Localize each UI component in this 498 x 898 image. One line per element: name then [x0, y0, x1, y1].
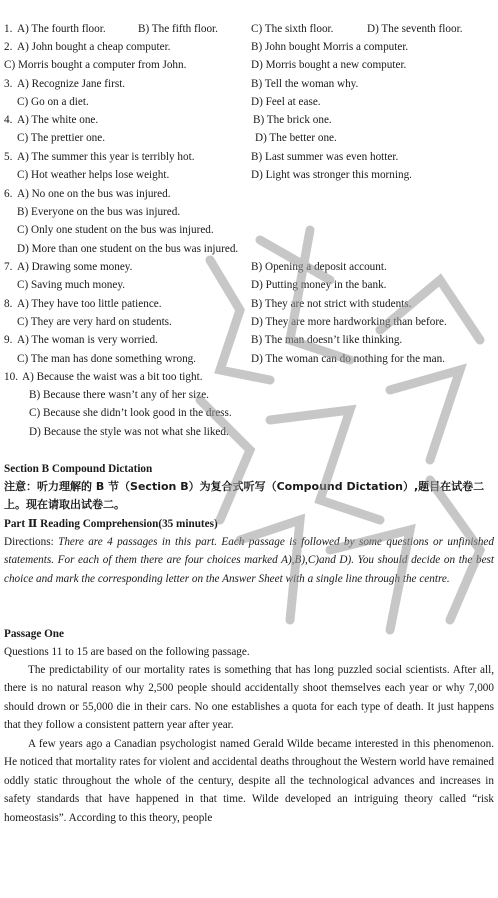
question-number: 3.	[4, 78, 13, 90]
choice-a: A) Because the waist was a bit too tight.	[22, 371, 203, 383]
choice-a: A) The fourth floor.	[17, 23, 106, 35]
passage-title: Passage One	[4, 628, 64, 640]
section-b-heading: Section B Compound Dictation	[4, 463, 153, 475]
choice-a: A) John bought a cheap computer.	[17, 41, 171, 53]
choice-c: C) They are very hard on students.	[17, 316, 172, 328]
choice-d: D) Because the style was not what she liked.	[29, 426, 229, 438]
choice-b: B) Tell the woman why.	[251, 78, 359, 90]
choice-d: D) Putting money in the bank.	[251, 279, 387, 291]
choice-b: B) Everyone on the bus was injured.	[17, 206, 181, 218]
directions-label: Directions:	[4, 536, 59, 548]
question-number: 6.	[4, 188, 13, 200]
question-number: 10.	[4, 371, 18, 383]
choice-b: B) Because there wasn’t any of her size.	[29, 389, 209, 401]
passage-paragraph-1: The predictability of our mortality rates is something that has long puzzled social scientists. After all, there is no natural reason why 2,500 people should accidentally shoot themselves each year or why 7,000 should drown or 55,000 die in their cars. No one establishes a quota for each type of death. It just happens that they follow a consistent pattern year after year.	[4, 664, 494, 732]
choice-c: C) Saving much money.	[17, 279, 126, 291]
question-number: 8.	[4, 298, 13, 310]
choice-b: B) The man doesn’t like thinking.	[251, 334, 403, 346]
question-number: 4.	[4, 114, 13, 126]
choice-a: A) They have too little patience.	[17, 298, 162, 310]
choice-d: D) Feel at ease.	[251, 96, 321, 108]
choice-a: A) The summer this year is terribly hot.	[17, 151, 195, 163]
choice-c: C) The prettier one.	[17, 132, 106, 144]
choice-c: C) Go on a diet.	[17, 96, 89, 108]
section-b-notice: 注意：听力理解的 B 节（Section B）为复合式听写（Compound Dictation）,题目在试卷二上。现在请取出试卷二。	[4, 480, 485, 511]
directions-text: There are 4 passages in this part. Each passage is followed by some questions or unfinished statements. For each of them there are four choices marked A),B),C)and D). You should decide on the best choice and mark the corresponding letter on the Answer Sheet with a single line through the centre.	[4, 536, 494, 585]
choice-b: B) The fifth floor.	[138, 23, 218, 35]
choice-b: B) Last summer was even hotter.	[251, 151, 399, 163]
choice-b: B) They are not strict with students.	[251, 298, 412, 310]
choice-c: C) The sixth floor.	[251, 23, 334, 35]
choice-c: C) Only one student on the bus was injured.	[17, 224, 214, 236]
choice-a: A) The woman is very worried.	[17, 334, 158, 346]
passage-paragraph-2: A few years ago a Canadian psychologist named Gerald Wilde became interested in this phenomenon. He noticed that mortality rates for violent and accidental deaths throughout the Western world have remained oddly static throughout the whole of the century, despite all the technological advances and increases in safety standards that have happened in that time. Wilde developed an intriguing theory called “risk homeostasis”. According to this theory, people	[4, 738, 494, 824]
choice-a: A) No one on the bus was injured.	[17, 188, 171, 200]
choice-d: D) Morris bought a new computer.	[251, 59, 407, 71]
choice-b: B) John bought Morris a computer.	[251, 41, 409, 53]
choice-d: D) Light was stronger this morning.	[251, 169, 412, 181]
choice-d: D) The better one.	[255, 132, 337, 144]
choice-d: D) They are more hardworking than before.	[251, 316, 447, 328]
choice-c: C) Because she didn’t look good in the dress.	[29, 407, 232, 419]
choice-a: A) Recognize Jane first.	[17, 78, 126, 90]
choice-d: D) The woman can do nothing for the man.	[251, 353, 445, 365]
question-number: 2.	[4, 41, 13, 53]
passage-intro: Questions 11 to 15 are based on the following passage.	[4, 646, 250, 658]
choice-c: C) Hot weather helps lose weight.	[17, 169, 170, 181]
choice-b: B) The brick one.	[253, 114, 332, 126]
directions-block	[4, 533, 494, 588]
choice-d: D) More than one student on the bus was injured.	[17, 243, 239, 255]
part-2-heading: Part Ⅱ Reading Comprehension(35 minutes)	[4, 518, 218, 530]
choice-d: D) The seventh floor.	[367, 23, 463, 35]
choice-a: A) The white one.	[17, 114, 99, 126]
question-number: 1.	[4, 23, 13, 35]
question-number: 7.	[4, 261, 13, 273]
choice-c: C) The man has done something wrong.	[17, 353, 197, 365]
question-number: 9.	[4, 334, 13, 346]
choice-a: A) Drawing some money.	[17, 261, 133, 273]
choice-b: B) Opening a deposit account.	[251, 261, 387, 273]
question-number: 5.	[4, 151, 13, 163]
choice-c: C) Morris bought a computer from John.	[4, 59, 187, 71]
